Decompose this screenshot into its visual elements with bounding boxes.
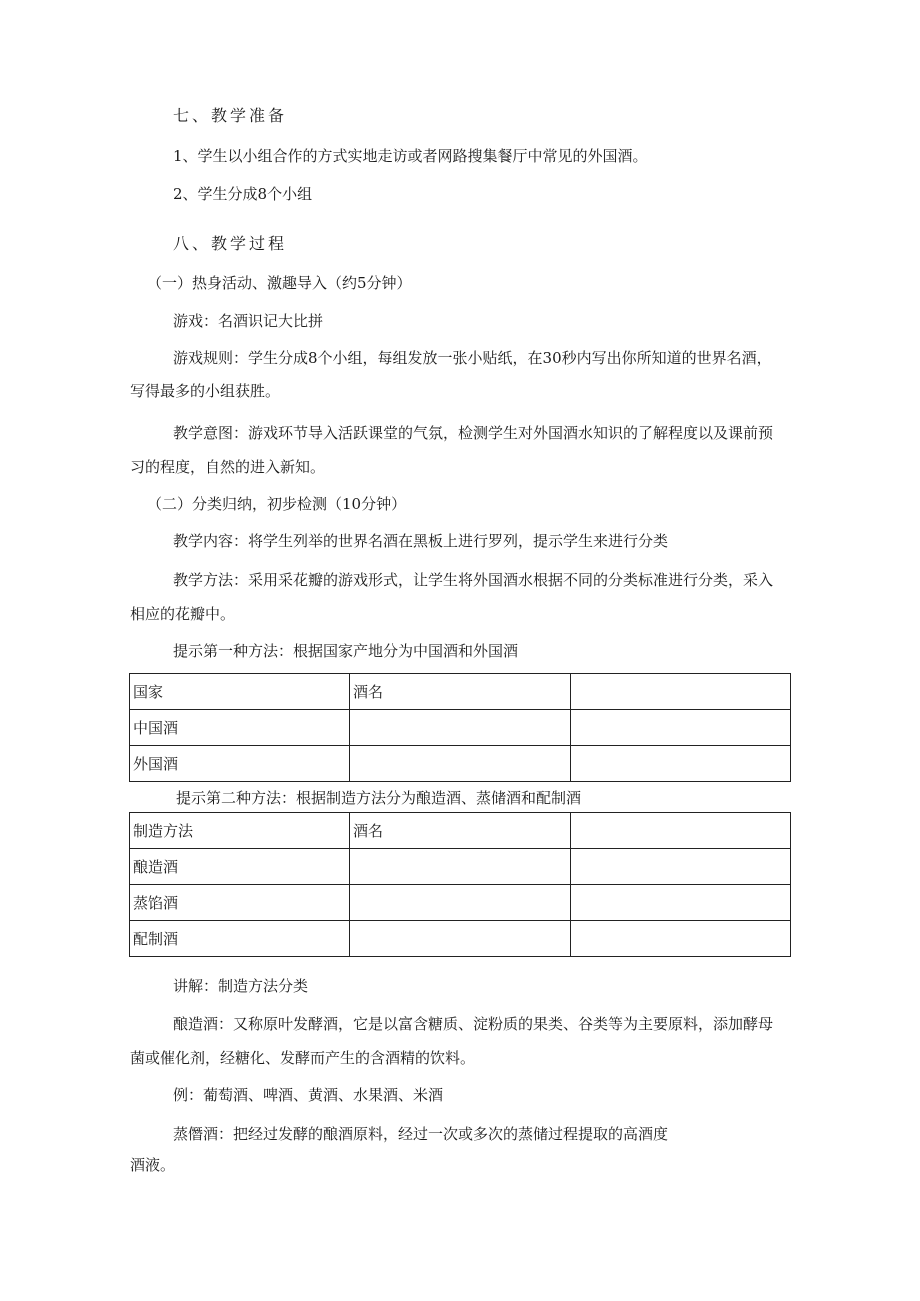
hint-method-2: 提示第二种方法：根据制造方法分为酿造酒、蒸储酒和配制酒	[176, 789, 582, 807]
table-cell: 酿造酒	[130, 849, 350, 885]
table-cell	[571, 921, 791, 957]
table-cell	[571, 674, 791, 710]
table-cell: 外国酒	[130, 746, 350, 782]
teaching-method-line-1: 教学方法：采用采花瓣的游戏形式，让学生将外国酒水根据不同的分类标准进行分类，采入	[173, 571, 774, 589]
teaching-method-line-2: 相应的花瓣中。	[130, 605, 236, 623]
table-cell	[571, 813, 791, 849]
distilled-definition-line-1: 蒸僭酒：把经过发酵的酿酒原料，经过一次或多次的蒸储过程提取的高酒度	[173, 1125, 669, 1143]
table-cell	[571, 710, 791, 746]
prep-item-2: 2、学生分成8个小组	[173, 185, 313, 203]
prep-item-1: 1、学生以小组合作的方式实地走访或者网路搜集餐厅中常见的外国酒。	[173, 147, 648, 165]
game-name: 游戏：名酒识记大比拼	[173, 312, 324, 330]
table-cell: 蒸馅酒	[130, 885, 350, 921]
brewed-definition-line-2: 菌或催化剂，经糖化、发酵而产生的含酒精的饮料。	[130, 1049, 476, 1067]
table-cell	[571, 885, 791, 921]
table-cell	[350, 746, 571, 782]
table-by-production	[129, 812, 791, 957]
table-cell	[350, 710, 571, 746]
table-row	[130, 674, 791, 710]
table-row	[130, 710, 791, 746]
table-cell: 制造方法	[130, 813, 350, 849]
section-8-heading: 八、教学过程	[173, 234, 288, 253]
table-cell: 国家	[130, 674, 350, 710]
teaching-content: 教学内容：将学生列举的世界名酒在黑板上进行罗列，提示学生来进行分类	[173, 532, 669, 550]
section-7-heading: 七、教学准备	[173, 106, 288, 125]
table-cell: 配制酒	[130, 921, 350, 957]
table-row	[130, 746, 791, 782]
teaching-intent-line-2: 习的程度，自然的进入新知。	[130, 458, 326, 476]
brewed-examples: 例：葡萄酒、啤酒、黄酒、水果酒、米酒	[173, 1086, 444, 1104]
table-cell: 酒名	[350, 674, 571, 710]
distilled-definition-line-2: 酒液。	[130, 1156, 176, 1174]
table-row	[130, 885, 791, 921]
table-row	[130, 849, 791, 885]
game-rules-line-1: 游戏规则：学生分成8个小组，每组发放一张小贴纸，在30秒内写出你所知道的世界名酒，	[173, 349, 772, 367]
part-1-title: （一）热身活动、激趣导入（约5分钟）	[147, 274, 412, 292]
explanation-title: 讲解：制造方法分类	[173, 977, 309, 995]
table-cell	[350, 921, 571, 957]
teaching-intent-line-1: 教学意图：游戏环节导入活跃课堂的气氛，检测学生对外国酒水知识的了解程度以及课前预	[173, 424, 774, 442]
table-cell	[350, 849, 571, 885]
table-row	[130, 813, 791, 849]
table-cell: 中国酒	[130, 710, 350, 746]
table-cell	[350, 885, 571, 921]
part-2-title: （二）分类归纳，初步检测（10分钟）	[147, 495, 407, 513]
table-cell: 酒名	[350, 813, 571, 849]
table-cell	[571, 746, 791, 782]
table-cell	[571, 849, 791, 885]
hint-method-1: 提示第一种方法：根据国家产地分为中国酒和外国酒	[173, 642, 519, 660]
table-by-origin	[129, 673, 791, 782]
table-row	[130, 921, 791, 957]
brewed-definition-line-1: 酿造酒：又称原叶发酵酒，它是以富含糖质、淀粉质的果类、谷类等为主要原料，添加酵母	[173, 1015, 774, 1033]
game-rules-line-2: 写得最多的小组获胜。	[130, 382, 281, 400]
